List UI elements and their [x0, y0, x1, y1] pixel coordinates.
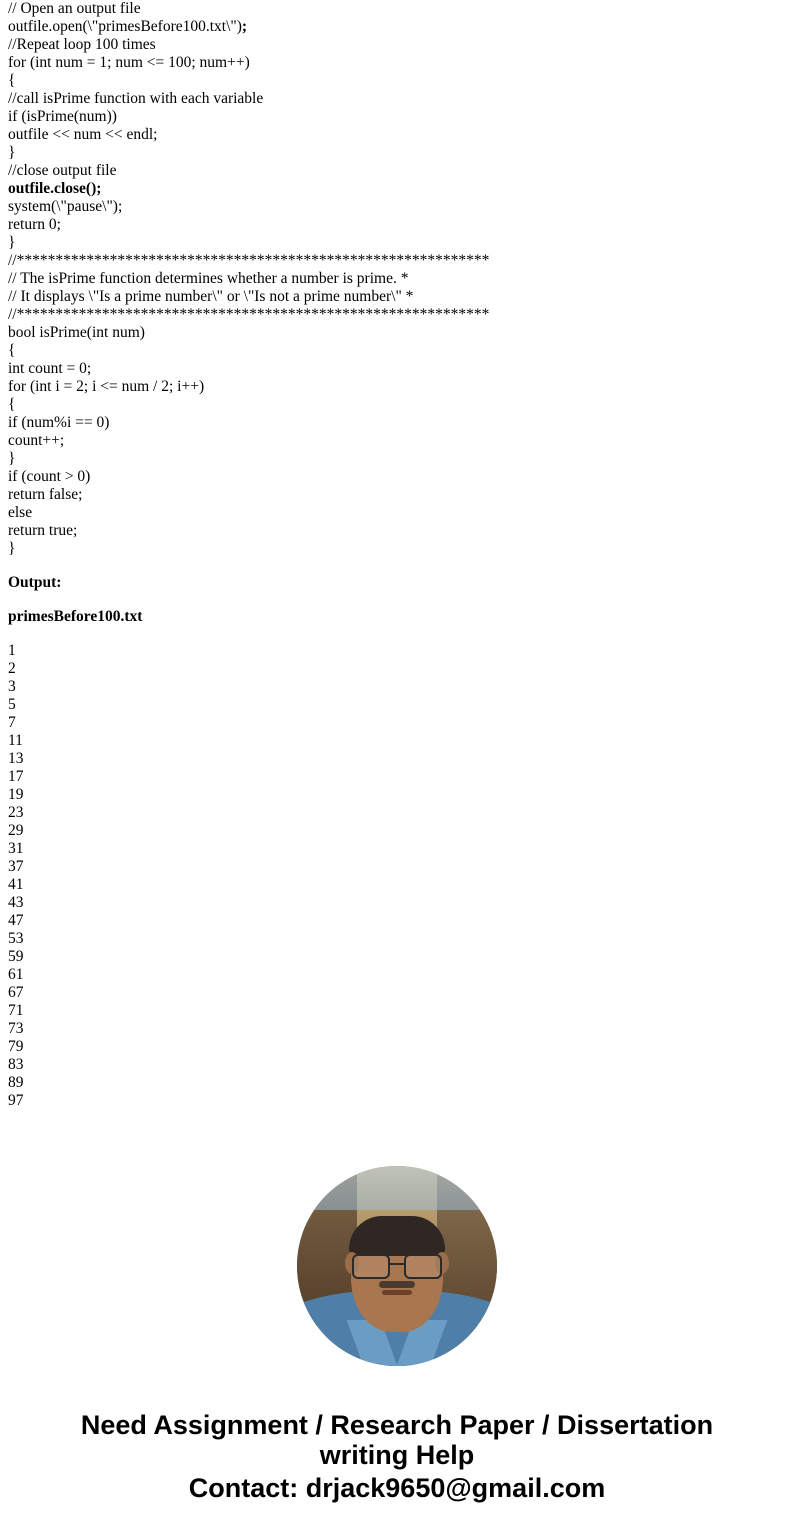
code-line: if (count > 0)	[8, 468, 91, 485]
cta-line-1: Need Assignment / Research Paper / Dissertation	[80, 1410, 714, 1440]
code-line: //Repeat loop 100 times	[8, 36, 156, 53]
code-line: int count = 0;	[8, 360, 92, 377]
output-value: 7	[8, 714, 16, 731]
code-line: return true;	[8, 522, 78, 539]
output-value: 67	[8, 984, 24, 1001]
mustache	[379, 1281, 415, 1288]
code-line: if (num%i == 0)	[8, 414, 110, 431]
output-value: 53	[8, 930, 24, 947]
output-heading: Output:	[8, 574, 62, 591]
output-value: 1	[8, 642, 16, 659]
output-filename: primesBefore100.txt	[8, 608, 143, 625]
mouth	[382, 1290, 412, 1295]
cta-line-2: writing Help	[319, 1440, 475, 1470]
code-line: outfile.close();	[8, 180, 102, 197]
code-line: system(\"pause\");	[8, 198, 123, 215]
output-value: 59	[8, 948, 24, 965]
output-value: 73	[8, 1020, 24, 1037]
output-value: 83	[8, 1056, 24, 1073]
glasses-icon	[350, 1254, 444, 1276]
code-line: outfile << num << endl;	[8, 126, 158, 143]
background-sky	[297, 1166, 497, 1210]
code-line: // Open an output file	[8, 0, 141, 17]
output-value: 89	[8, 1074, 24, 1091]
output-value: 5	[8, 696, 16, 713]
code-line: // The isPrime function determines whether a number is prime. *	[8, 270, 409, 287]
code-line: for (int i = 2; i <= num / 2; i++)	[8, 378, 205, 395]
output-value: 43	[8, 894, 24, 911]
output-values-list	[8, 642, 786, 1110]
output-value: 23	[8, 804, 24, 821]
output-value: 79	[8, 1038, 24, 1055]
hair	[349, 1216, 445, 1256]
output-value: 41	[8, 876, 24, 893]
code-block	[8, 0, 786, 558]
output-value: 97	[8, 1092, 24, 1109]
output-value: 31	[8, 840, 24, 857]
code-line: else	[8, 504, 33, 521]
output-value: 19	[8, 786, 24, 803]
code-line: {	[8, 396, 16, 413]
code-line: }	[8, 144, 16, 161]
output-value: 47	[8, 912, 24, 929]
code-line: //close output file	[8, 162, 117, 179]
code-line: }	[8, 450, 16, 467]
cta-block	[8, 1410, 786, 1504]
code-line: //*************************************************************	[8, 306, 490, 323]
portrait-container	[8, 1166, 786, 1366]
glasses-bridge	[390, 1263, 404, 1265]
code-line: }	[8, 540, 16, 557]
glasses-lens-right	[404, 1254, 442, 1279]
output-value: 3	[8, 678, 16, 695]
output-value: 71	[8, 1002, 24, 1019]
code-line: bool isPrime(int num)	[8, 324, 145, 341]
code-line: count++;	[8, 432, 65, 449]
code-line: {	[8, 72, 16, 89]
output-value: 61	[8, 966, 24, 983]
code-line: return false;	[8, 486, 83, 503]
cta-contact: Contact: drjack9650@gmail.com	[188, 1473, 606, 1503]
code-line: {	[8, 342, 16, 359]
code-line: if (isPrime(num))	[8, 108, 117, 125]
code-line: return 0;	[8, 216, 61, 233]
code-line: // It displays \"Is a prime number\" or \"Is not a prime number\" *	[8, 288, 414, 305]
output-value: 11	[8, 732, 23, 749]
code-line: //call isPrime function with each variable	[8, 90, 264, 107]
output-value: 17	[8, 768, 24, 785]
code-line: }	[8, 234, 16, 251]
output-value: 2	[8, 660, 16, 677]
output-value: 29	[8, 822, 24, 839]
code-line: outfile.open(\"primesBefore100.txt\");	[8, 18, 248, 35]
output-value: 37	[8, 858, 24, 875]
glasses-lens-left	[352, 1254, 390, 1279]
code-line: //*************************************************************	[8, 252, 490, 269]
code-line: for (int num = 1; num <= 100; num++)	[8, 54, 250, 71]
avatar	[297, 1166, 497, 1366]
output-value: 13	[8, 750, 24, 767]
